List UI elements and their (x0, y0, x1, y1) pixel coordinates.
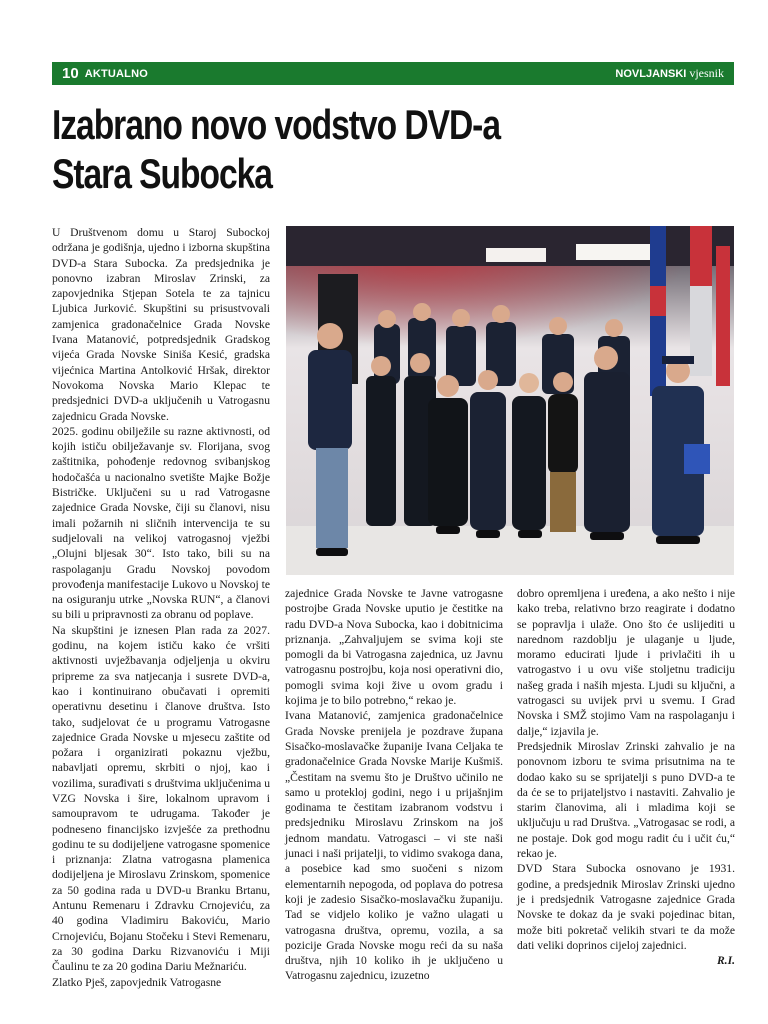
group-photo (286, 226, 734, 575)
page-header-bar (52, 62, 734, 85)
page-number: 10 (62, 65, 79, 82)
article-paragraph: Na skupštini je iznesen Plan rada za 2027. godinu, na kojem ističu kako će vršiti aktivnosti uvježbavanja odjeljenja u okviru pripreme za sva natjecanja i susrete DVD-a, kao i kontinuirano obučavati i opremiti operativnu desetinu i članove društva. Isto tako, sudjelovat će u programu Vatrogasne zajednice Grada Novske u mjesecu zaštite od požara i organizirati pokaznu vježbu, nabavljati opremu, skrbiti o njoj, kao i vozilima, surađivati s društvima uključenima u VZG Novska i šire, lokalnom upravom i samoupravom te udrugama. Također je podneseno financijsko izvješće za prethodnu godinu te su dodijeljene vatrogasne spomenice i priznanja: Zlatna vatrogasna plamenica dodijeljena je Miroslavu Zrinskom, spomenice za 50 godina rada u DVD-u Branku Brtanu, Antunu Remenaru i Zdravku Crnojeviću, za 40 godina Vladimiru Bakoviću, Mario Crnojeviću, Bojanu Stočeku i Stevi Remenaru, za 30 godina Darku Rizvanoviću i Miji Čaulinu te za 20 godina Dariu Mežnariću. (52, 623, 270, 974)
article-headline (52, 100, 604, 198)
article-paragraph: 2025. godinu obilježile su razne aktivnosti, od kojih ističu obilježavanje sv. Florijana, svog zaštitnika, pohođenje redovnog svibanjskog hodočašća u nacionalno svetište Majke Božje Bistričke. Uključeni su u rad Vatrogasne zajednice Grada Novske, čiji su članovi, nisu imali požarnih ni sličnih intervencija te su sudjelovali na velikoj vatrogasnoj vježbi „Olujni bljesak 30“. Isto tako, bili su na raspolaganju Gradu Novskoj povodom provođenja manifestacije Lukovo u Novskoj te na osiguranju utrke „Novska RUN“, a članovi su bili u pripravnosti za obranu od poplave. (52, 424, 270, 622)
article-column-3 (517, 586, 735, 968)
article-paragraph: U Društvenom domu u Staroj Subockoj održana je godišnja, ujedno i izborna skupština DVD-a Stara Subocka. Za predsjednika je ponovno izabran Miroslav Zrinski, za zapovjednika Stjepan Sotela te za tajnicu Ljubica Jurković. Skupštini su prisustvovali zamjenica gradonačelnice Grada Novske Ivana Matanović, potpredsjednik Gradskog vijeća Grada Novske Siniša Kesić, gradska vijećnica Martina Antolković Hršak, direktor Novokoma Novska Mario Klepac te predsjednici DVD-a uključenih u Vatrogasnu zajednicu Grada Novske. (52, 226, 270, 423)
headline-line-2: Stara Subocka (52, 150, 272, 197)
article-paragraph: Ivana Matanović, zamjenica gradonačelnice Grada Novske prenijela je pozdrave župana Sisačko-moslavačke županije Ivana Celjaka te gradonačelnice Grada Novske Marije Kušmiš. „Čestitam na svemu što je Društvo učinilo ne samo u protekloj godini, nego i u prijašnjim godinama te čestitam izabranom vodstvu i predsjedniku Miroslavu Zrinskom na još jednom mandatu. Vatrogasci – vi ste naši junaci i naši prijatelji, to vidimo svakoga dana, a posebice kad smo suočeni s nizom elementarnih nepogoda, od poplava do potresa koji je zadesio Sisačko-moslavačku županiju. Tad se vidjelo koliko je važno ulagati u vatrogasna društva, opremu, vozila, a sa pozicije Grada Novske mogu reći da su naša društva, njih 10 koliko ih je uključeno u Vatrogasnu zajednicu, izuzetno (285, 709, 503, 983)
article-paragraph: dobro opremljena i uređena, a ako nešto i nije kako treba, relativno brzo reagirate i dodatno se popravlja i ulaže. Ono što će uslijediti u narednom razdoblju je ulaganje u ljude, moramo educirati ljude i privlačiti ih u vatrogastvo i u ovu više stoljetnu tradiciju našeg grada i naših mjesta. Ljudi su ključni, a vatrogasci su uvijek prvi u svemu. I Grad Novska i SMŽ stojimo Vam na raspolaganju i dalje,“ izjavila je. (517, 587, 735, 738)
author-signature: R.I. (716, 954, 735, 968)
article-column-2 (285, 586, 503, 984)
article-paragraph: Zlatko Pješ, zapovjednik Vatrogasne (52, 975, 222, 989)
group-photo-illustration (286, 226, 734, 575)
article-paragraph: zajednice Grada Novske te Javne vatrogasne postrojbe Grada Novske uputio je čestitke na radu DVD-a Nova Subocka, kao i dobitnicima priznanja. „Zahvaljujem se svima koji ste pomogli da bi Vatrogasna zajednica, uz Javnu vatrogasnu postrojbu, koja nosi operativni dio, pomogli svima koji žive u ovom gradu i kojima je to bilo potrebno,“ rekao je. (285, 587, 503, 708)
publication-brand (615, 66, 724, 81)
brand-name-regular: vjesnik (689, 66, 724, 80)
headline-line-1: Izabrano novo vodstvo DVD-a (52, 101, 500, 148)
article-paragraph: DVD Stara Subocka osnovano je 1931. godine, a predsjednik Miroslav Zrinski ujedno je i predsjednik Vatrogasne zajednice Grada Novske te dokaz da je svaki pojedinac bitan, može biti pokretač velikih stvari te da može dati veliki doprinos cijeloj zajednici. (517, 862, 735, 952)
article-paragraph: Predsjednik Miroslav Zrinski zahvalio je na ponovnom izboru te svima prisutnima na te dodao kako su se sprijatelji s puno DVD-a te da će se to prijateljstvo i nastaviti. Zahvalio je starim članovima, ali i mladima koji se uključuju u rad Društva. „Vatrogasac se rodi, a ne postaje. Dok god mogu radit ću i učit ću,“ rekao je. (517, 739, 735, 861)
article-column-1 (52, 225, 270, 990)
section-label: AKTUALNO (84, 67, 149, 80)
brand-name-bold: NOVLJANSKI (615, 68, 687, 80)
